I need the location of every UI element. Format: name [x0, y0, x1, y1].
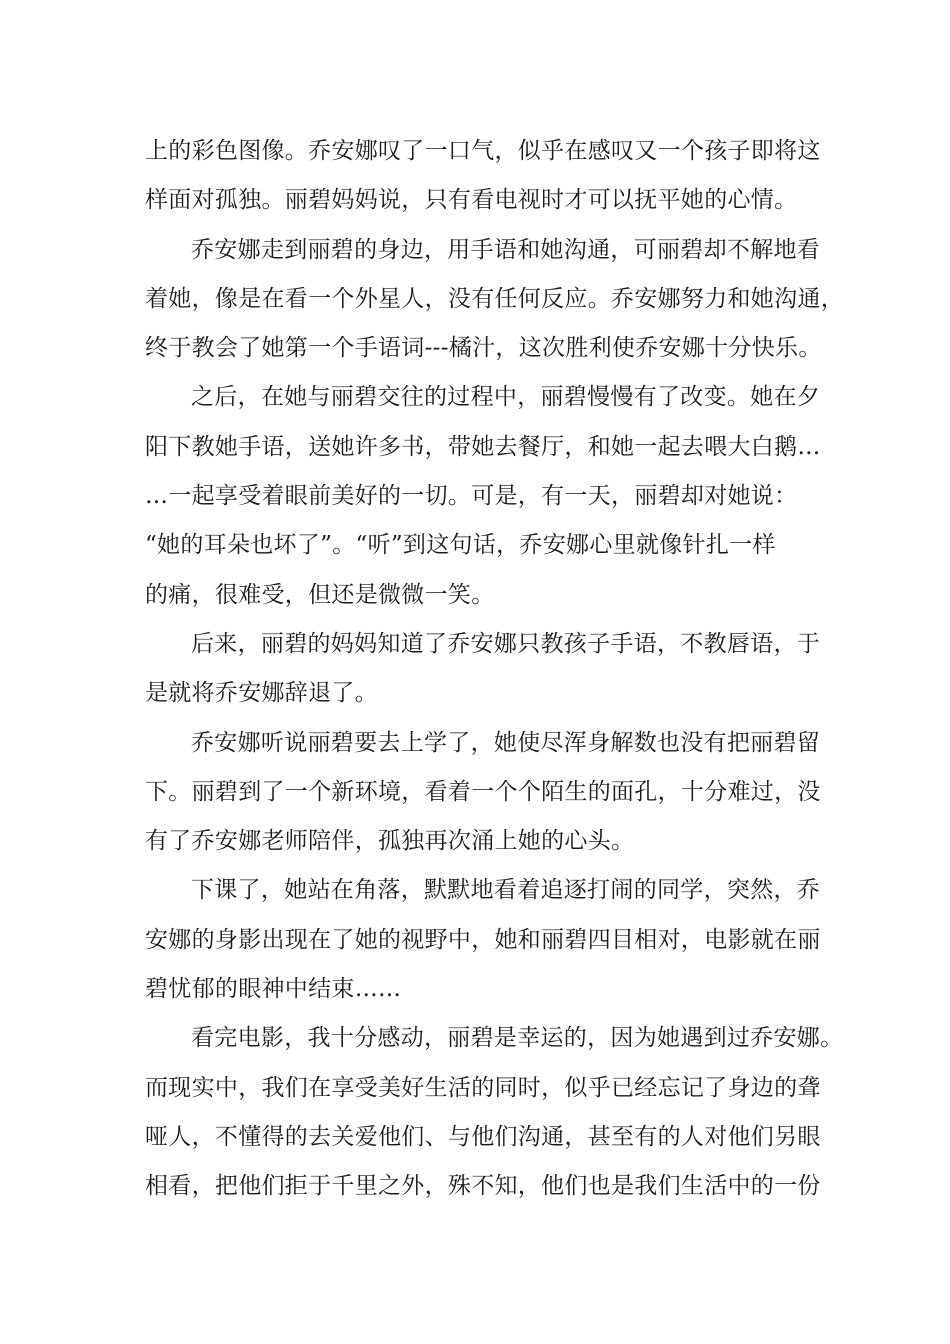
- text-line: 下课了，她站在角落，默默地看着追逐打闹的同学，突然，乔: [191, 877, 821, 904]
- text-line: “她的耳朵也坏了”。“听”到这句话，乔安娜心里就像针扎一样: [145, 532, 776, 559]
- text-line: 乔安娜走到丽碧的身边，用手语和她沟通，可丽碧却不解地看: [191, 236, 821, 263]
- text-line: 的痛，很难受，但还是微微一笑。: [145, 581, 495, 608]
- text-line: 碧忧郁的眼神中结束……: [145, 976, 402, 1003]
- text-line: 有了乔安娜老师陪伴，孤独再次涌上她的心头。: [145, 828, 635, 855]
- text-line: 看完电影，我十分感动，丽碧是幸运的，因为她遇到过乔安娜。: [191, 1025, 844, 1052]
- text-line: 之后，在她与丽碧交往的过程中，丽碧慢慢有了改变。她在夕: [191, 384, 821, 411]
- body-text: [145, 127, 844, 1212]
- text-line: …一起享受着眼前美好的一切。可是，有一天，丽碧却对她说：: [145, 483, 798, 510]
- text-line: 是就将乔安娜辞退了。: [145, 680, 378, 707]
- text-line: 乔安娜听说丽碧要去上学了，她使尽浑身解数也没有把丽碧留: [191, 729, 821, 756]
- text-line: 终于教会了她第一个手语词---橘汁，这次胜利使乔安娜十分快乐。: [145, 335, 822, 362]
- text-line: 下。丽碧到了一个新环境，看着一个个陌生的面孔，十分难过，没: [145, 778, 821, 805]
- text-line: 相看，把他们拒于千里之外，殊不知，他们也是我们生活中的一份: [145, 1173, 821, 1200]
- text-line: 哑人，不懂得的去关爱他们、与他们沟通，甚至有的人对他们另眼: [145, 1123, 821, 1150]
- text-line: 阳下教她手语，送她许多书，带她去餐厅，和她一起去喂大白鹅…: [145, 433, 821, 460]
- text-line: 安娜的身影出现在了她的视野中，她和丽碧四目相对，电影就在丽: [145, 926, 821, 953]
- text-line: 着她，像是在看一个外星人，没有任何反应。乔安娜努力和她沟通，: [145, 285, 844, 312]
- text-line: 后来，丽碧的妈妈知道了乔安娜只教孩子手语，不教唇语，于: [191, 630, 821, 657]
- text-line: 样面对孤独。丽碧妈妈说，只有看电视时才可以抚平她的心情。: [145, 187, 798, 214]
- text-line: 上的彩色图像。乔安娜叹了一口气，似乎在感叹又一个孩子即将这: [145, 138, 821, 164]
- text-line: 而现实中，我们在享受美好生活的同时，似乎已经忘记了身边的聋: [145, 1074, 821, 1101]
